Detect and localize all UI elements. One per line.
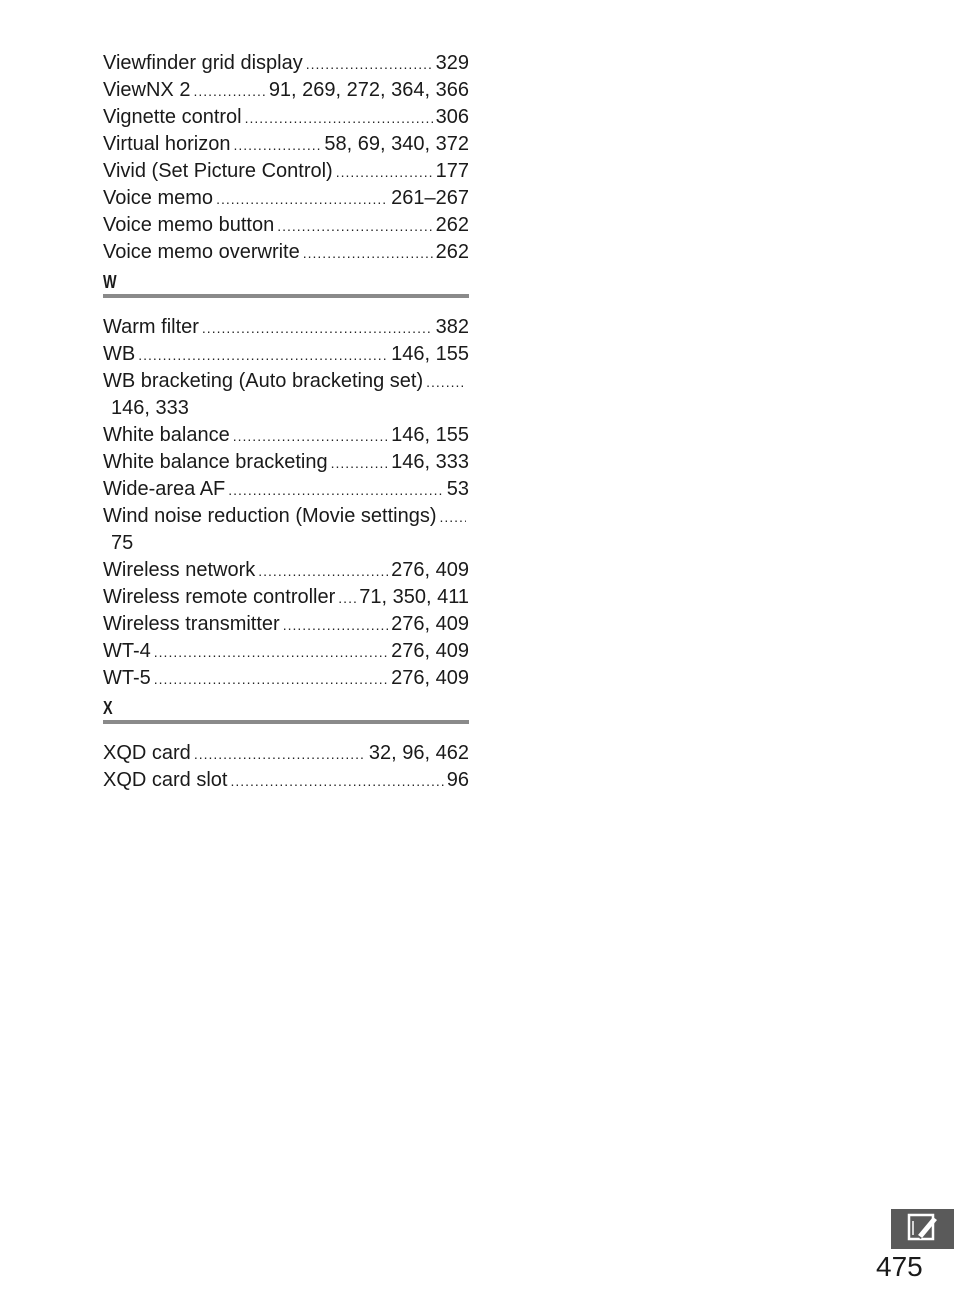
index-entry [103,185,469,212]
index-entry [103,638,469,665]
index-pages: 262 [435,214,469,236]
dot-leader [194,741,366,768]
index-term: Voice memo overwrite [103,241,300,263]
index-pages: 32, 96, 462 [368,742,469,764]
dot-leader [138,342,388,369]
index-pages: 262 [435,241,469,263]
section-letter-w: W [103,272,117,292]
index-pages: 146, 155 [391,424,469,446]
dot-leader [336,159,433,186]
index-pages: 382 [435,316,469,338]
dot-leader [426,369,466,396]
index-entry [103,158,469,185]
index-term: Warm filter [103,316,199,338]
index-term: WB bracketing (Auto bracketing set) [103,370,424,392]
dot-leader [303,240,433,267]
index-entry [103,665,469,692]
index-pages: 58, 69, 340, 372 [324,133,469,155]
index-pages: 146, 333 [111,397,189,419]
index-entry [103,422,469,449]
index-term: White balance [103,424,230,446]
index-term: Vivid (Set Picture Control) [103,160,333,182]
dot-leader [202,315,433,342]
index-entry [103,368,469,422]
dot-leader [331,450,389,477]
index-entry [103,557,469,584]
index-term: Voice memo [103,187,214,209]
index-term: Wireless network [103,559,256,581]
dot-leader [193,78,265,105]
notebook-pen-icon [906,1212,940,1247]
dot-leader [277,213,432,240]
index-entry [103,611,469,638]
dot-leader [228,477,443,504]
index-term: WT-5 [103,667,151,689]
index-term: XQD card [103,742,191,764]
index-entry [103,503,469,557]
index-pages: 329 [435,52,469,74]
index-term: Wide-area AF [103,478,226,500]
index-term: White balance bracketing [103,451,328,473]
dot-leader [216,186,388,213]
index-pages: 71, 350, 411 [359,586,469,608]
index-entry [103,584,469,611]
dot-leader [245,105,433,132]
index-term: Wireless remote controller [103,586,336,608]
section-divider [103,720,469,724]
index-pages: 276, 409 [391,559,469,581]
index-pages: 306 [435,106,469,128]
index-term: XQD card slot [103,769,228,791]
index-term: WB [103,343,136,365]
index-term: Voice memo button [103,214,275,236]
index-term: Viewfinder grid display [103,52,303,74]
dot-leader [233,423,388,450]
index-pages: 146, 333 [391,451,469,473]
dot-leader [230,768,443,795]
index-term: WT-4 [103,640,151,662]
index-pages: 177 [435,160,469,182]
dot-leader [338,585,356,612]
index-entry [103,77,469,104]
dot-leader [306,51,433,78]
index-entry [103,740,469,767]
index-entry [103,449,469,476]
index-entry [103,476,469,503]
page-number: 475 [876,1251,923,1282]
index-entry [103,314,469,341]
index-entry [103,767,469,794]
index-entry [103,341,469,368]
index-term: Wireless transmitter [103,613,280,635]
index-pages: 276, 409 [391,640,469,662]
index-entry [103,239,469,266]
index-pages: 96 [446,769,469,791]
dot-leader [258,558,388,585]
index-pages: 261–267 [391,187,469,209]
index-pages: 53 [446,478,469,500]
index-entry [103,212,469,239]
index-pages: 146, 155 [391,343,469,365]
dot-leader [154,666,388,693]
index-column [103,50,469,794]
index-term: Vignette control [103,106,242,128]
dot-leader [233,132,321,159]
section-divider [103,294,469,298]
index-pages: 91, 269, 272, 364, 366 [268,79,469,101]
index-pages: 75 [111,532,134,554]
index-entry [103,131,469,158]
index-term: ViewNX 2 [103,79,191,101]
index-tab [891,1209,954,1249]
index-pages: 276, 409 [391,667,469,689]
section-letter-x: X [103,698,113,718]
dot-leader [283,612,388,639]
dot-leader [439,504,466,531]
index-entry [103,104,469,131]
dot-leader [154,639,388,666]
index-pages: 276, 409 [391,613,469,635]
index-term: Virtual horizon [103,133,231,155]
index-entry [103,50,469,77]
index-term: Wind noise reduction (Movie settings) [103,505,437,527]
